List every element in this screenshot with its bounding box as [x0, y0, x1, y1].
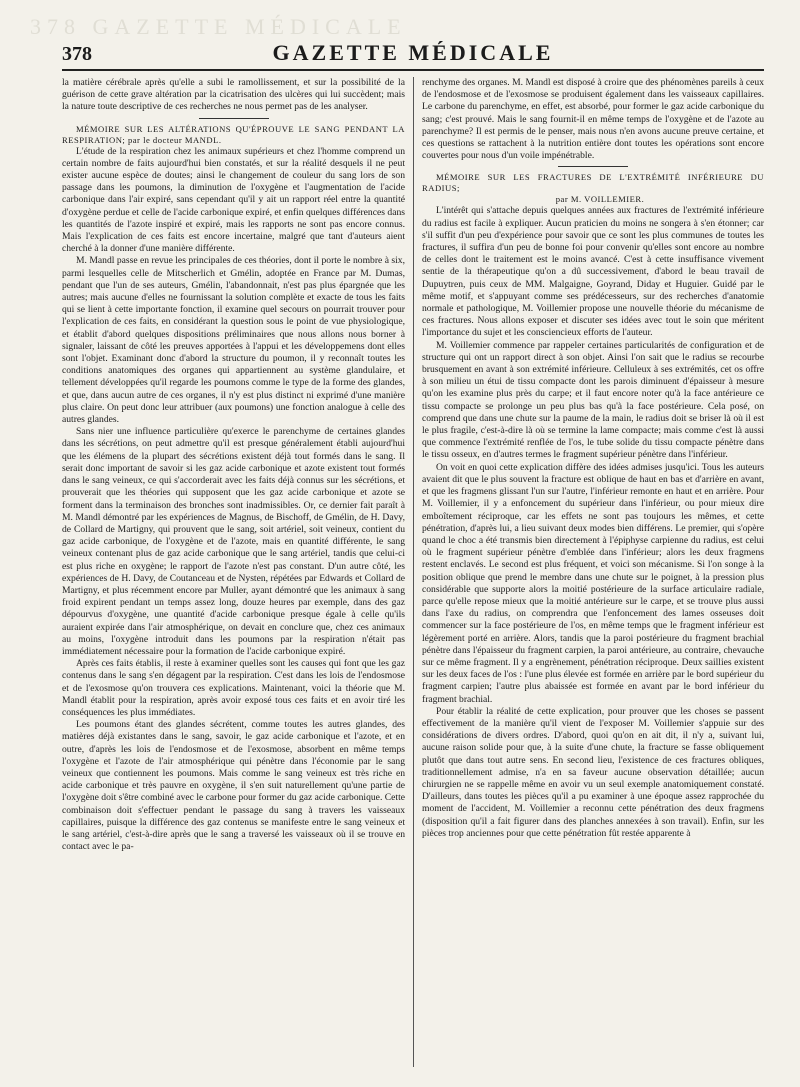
page-number: 378	[62, 43, 92, 65]
bleed-through-text: 378 GAZETTE MÉDICALE	[30, 14, 407, 39]
body-paragraph: M. Voillemier commence par rappeler certaines particularités de configuration et de structure qui ont un rapport direct à son objet. Ainsi l'on sait que le radius se recourbe brusquement en avant à son extrémité inférieure. Celluleux à ses extrémités, cet os offre à son milieu un étui de tissu compacte dont les parois diminuent d'épaisseur à mesure qu'on les examine plus près du carpe; et il faut encore noter qu'à la face antérieure ce tissu compacte se prolonge un peu plus bas qu'à la face postérieure. Cela posé, on comprend que dans une chute sur la paume de la main, le radius doit se briser là où il est le plus fragile, c'est-à-dire là où se termine la lame compacte; mais comme c'est là aussi que commence l'extrémité renflée de l'os, le tube solide du tissu compacte pénètre dans le tissu osseux, en d'autres termes le fragment supérieur pénètre dans l'inférieur.	[422, 339, 764, 461]
body-paragraph: Sans nier une influence particulière qu'exerce le parenchyme de certaines glandes dans les sécrétions, on peut admettre qu'il est presque généralement établi aujourd'hui que les élémens de la plupart des sécrétions existent déjà tout formés dans le sang. Il serait donc important de savoir si les gaz acide carbonique et azote existent tout formés dans le sang veineux, ce qui s'accorderait avec les faits déjà connus sur les sécrétions, et prouverait que les théories qui supposent que les gaz acide carbonique et azote se forment dans la terminaison des bronches sont inadmissibles. Or, ce dernier fait paraît à M. Mandl démontré par les expériences de Magnus, de Bischoff, de Gmélin, de H. Davy, de Collard de Martigny, qui prouvent que le sang, soit artériel, soit veineux, contient du gaz acide carbonique, de l'oxygène et de l'azote, mais en quantité différente, le sang veineux contenant plus de gaz acide carbonique que le sang artériel, tandis que celui-ci est plus riche en oxygène; le rapport de l'azote n'est pas constant. D'un autre côté, les expériences de H. Davy, de Coutanceau et de Nysten, répétées par Edwards et Collard de Martigny, et plus récemment encore par Muller, ayant démontré que les animaux à sang froid expirent pendant un temps assez long, douze heures par exemple, dans des gaz dépourvus d'oxygène, une quantité d'acide carbonique presque égale à celle qu'ils auraient expirée dans l'air atmosphérique, on devait en conclure que, chez ces animaux au moins, l'oxygène introduit dans les poumons par la respiration n'était pas immédiatement nécessaire pour la formation de l'acide carbonique expiré.	[62, 426, 405, 657]
section-divider	[199, 118, 269, 119]
journal-title: GAZETTE MÉDICALE	[272, 40, 554, 65]
body-paragraph: L'intérêt qui s'attache depuis quelques années aux fractures de l'extrémité inférieure du radius est facile à expliquer. Aucun praticien du moins ne songera à s'en étonner; car s'il suffit d'un peu d'expérience pour savoir que ce sont les plus communes de toutes les fractures, il suffira d'un peu de bonne foi pour convenir qu'elles sont encore au nombre de celles dont le traitement est le moins avancé. C'est à cette insuffisance vivement sentie de la thérapeutique qu'on a dû successivement, d'abord le beau travail de Dupuytren, puis ceux de MM. Malgaigne, Goyrand, Diday et Huguier. Guidé par le même motif, et s'appuyant comme ses prédécesseurs, sur des recherches d'anatomie normale et pathologique, M. Voillemier propose une nouvelle théorie du mécanisme de ces fractures. Nous allons exposer et discuter ses idées avec tout le soin que méritent l'importance du sujet et les consciencieux efforts de l'auteur.	[422, 205, 764, 339]
continued-paragraph: renchyme des organes. M. Mandl est disposé à croire que des phénomènes pareils à ceux de l'endosmose et de l'exosmose se produisent également dans les vaisseaux capillaires. Le carbone du parenchyme, en effet, est absorbé, pour former le gaz acide carbonique du sang; c'est prouvé. Mais le sang fournit-il en même temps de l'oxygène et de l'azote au parenchyme? Il est permis de le penser, mais nous n'en avons aucune preuve certaine, et ces questions se rattachent à la nutrition entière dont toutes les opérations sont encore couvertes pour nous d'un voile impénétrable.	[422, 77, 764, 162]
body-paragraph: Pour établir la réalité de cette explication, pour prouver que les choses se passent effectivement de la manière qu'il vient de l'exposer M. Voillemier s'appuie sur des considérations de divers ordres. D'abord, quoi qu'on en ait dit, il n'y a, suivant lui, aucune raison solide pour que, à la suite d'une chute, la fracture se fasse obliquement plutôt que dans tout autre sens. En second lieu, l'existence de ces fractures obliques, traditionnellement admise, n'a en sa faveur aucune observation détaillée; aucun chirurgien ne se rappelle même en avoir vu un seul exemple anatomiquement constaté. D'ailleurs, dans toutes les pièces qu'il a pu examiner à une époque assez rapprochée du moment de l'accident, M. Voillemier a reconnu cette pénétration des deux fragmens (disposition qu'il a fait figurer dans des planches annexées à son travail). Enfin, sur les pièces trop anciennes pour que cette pénétration fût restée apparente à	[422, 705, 764, 839]
section-divider	[558, 166, 628, 167]
text-columns	[62, 77, 764, 1067]
continued-paragraph: la matière cérébrale après qu'elle a subi le ramollissement, et sur la possibilité de la guérison de cette grave altération par la cicatrisation des ulcères qui lui succèdent; mais la nature toute descriptive de ces recherches ne nous permet pas de les analyser.	[62, 77, 405, 113]
body-paragraph: On voit en quoi cette explication diffère des idées admises jusqu'ici. Tous les auteurs avaient dit que le plus souvent la fracture est oblique de haut en bas et d'arrière en avant, et que les fragmens glissant l'un sur l'autre, l'inférieur remonte en haut et en arrière. Pour M. Voillemier, il y a enfoncement du supérieur dans l'inférieur, ou pour mieux dire emboîtement réciproque, car les effets ne sont pas toujours les mêmes, et cette pénétration, d'après lui, a lieu suivant deux modes bien différens. Le premier, qui s'opère quand le choc a été transmis bien directement à l'épiphyse carpienne du radius, est celui où le fragment supérieur pénètre d'emblée dans l'inférieur; alors les deux fragmens restent enclavés. Le second est plus fréquent, et voici son mécanisme. Si l'on songe à la position oblique que prend le membre dans une chute sur le poignet, à la pression plus considérable que supporte alors la moitié postérieure de la surface articulaire radiale, parce qu'elle repose mieux que la moitié antérieure sur le carpe, et se trouve plus aussi dans l'axe du radius, on comprendra que l'enfoncement des lames osseuses doit commencer sur la face postérieure de l'os, en même temps que le fragment inférieur est légèrement porté en arrière. Alors, tandis que la paroi postérieure du fragment brachial pénètre dans l'épaisseur du fragment carpien, la paroi antérieure, au contraire, chevauche sur ce même fragment. Il y a engrènement, pénétration réciproque. Deux saillies existent sur les deux faces de l'os : l'une plus élevée est formée en arrière par le bord supérieur du fragment carpien; l'autre plus abaissée est formée en avant par le bord inférieur du fragment brachial.	[422, 461, 764, 705]
body-paragraph: Après ces faits établis, il reste à examiner quelles sont les causes qui font que les gaz contenus dans le sang s'en dégagent par la respiration. C'est dans les lois de l'endosmose et de l'exosmose qu'on trouvera ces explications. Maintenant, voici la théorie que M. Mandl établit pour la respiration, après avoir exposé tous ces faits et en avoir tiré les conséquences les plus immédiates.	[62, 658, 405, 718]
body-paragraph: L'étude de la respiration chez les animaux supérieurs et chez l'homme comprend un certain nombre de faits aujourd'hui bien constatés, et sur la réalité desquels il ne peut exister aucune espèce de doutes; ainsi le changement de couleur du sang lors de son passage dans les poumons, la diminution de l'oxygène et l'augmentation de l'acide carbonique dans l'air expiré, sans cependant qu'il y ait un rapport réel entre la quantité d'oxygène perdue et celle de l'acide carbonique expiré, et enfin quelques différences dans les quantités de l'azote inspiré et expiré, mais les rapports ne sont pas encore connus. Mais l'explication de ces faits est encore incertaine, malgré que tant d'auteurs aient cherché à la donner d'une manière différente.	[62, 145, 405, 255]
article-title: MÉMOIRE SUR LES FRACTURES DE L'EXTRÉMITÉ INFÉRIEURE DU RADIUS;	[422, 172, 764, 194]
body-paragraph: M. Mandl passe en revue les principales de ces théories, dont il porte le nombre à six, parmi lesquelles celle de Mitscherlich et Gmélin, adoptée en France par M. Dumas, pendant que l'un de ses auteurs, Gmélin, l'abandonnait, n'est pas plus épargnée que les autres; mais aucune d'elles ne fournissant la solution complète et exacte de tous les faits qui se lient à cette importante fonction, il examine quel secours on pourrait trouver pour l'explication de ces faits, en considérant la question sous le point de vue physiologique, et établit d'abord quelques dispositions préliminaires que nous allons nous borner à signaler, laissant de côté les preuves apportées à l'appui et les développemens dont elles sont l'objet. Examinant donc d'abord la structure du poumon, il y reconnaît toutes les conditions anatomiques des organes qui appartiennent au système glandulaire, et tellement développées qu'il regarde les poumons comme le type de la forme des glandes, et que, dans aucun autre de ces organes, il n'y est plus distinct ni exprimé d'une manière plus claire. On peut donc leur attribuer (aux poumons) une fonction analogue à celle des autres glandes.	[62, 255, 405, 426]
right-column	[413, 77, 764, 1067]
article-title-block	[422, 172, 764, 205]
article-author: par M. VOILLEMIER.	[555, 194, 645, 205]
page-header	[62, 40, 764, 71]
left-column	[62, 77, 413, 1067]
article-title: MÉMOIRE SUR LES ALTÉRATIONS QU'ÉPROUVE LE SANG PENDANT LA RESPIRATION; par le docteur MANDL.	[62, 123, 405, 145]
body-paragraph: Les poumons étant des glandes sécrétent, comme toutes les autres glandes, des matières déjà existantes dans le sang, savoir, le gaz acide carbonique et l'azote, et en outre, d'après les lois de l'endosmose et de l'exosmose, absorbent en même temps l'oxygène et l'azote de l'air atmosphérique qui pénètre dans l'économie par le sang veineux que contiennent les poumons. Mais comme le sang veineux est très riche en acide carbonique et très pauvre en oxygène, il s'en suit naturellement qu'une partie de l'oxygène doit s'être combiné avec le carbone pour former du gaz acide carbonique. Cette combinaison doit s'effectuer pendant le passage du sang à travers les vaisseaux capillaires, puisque la différence des gaz contenus se manifeste entre le sang veineux et le sang artériel, c'est-à-dire après que le sang a traversé les vaisseaux où il se trouve en contact avec le pa-	[62, 719, 405, 853]
